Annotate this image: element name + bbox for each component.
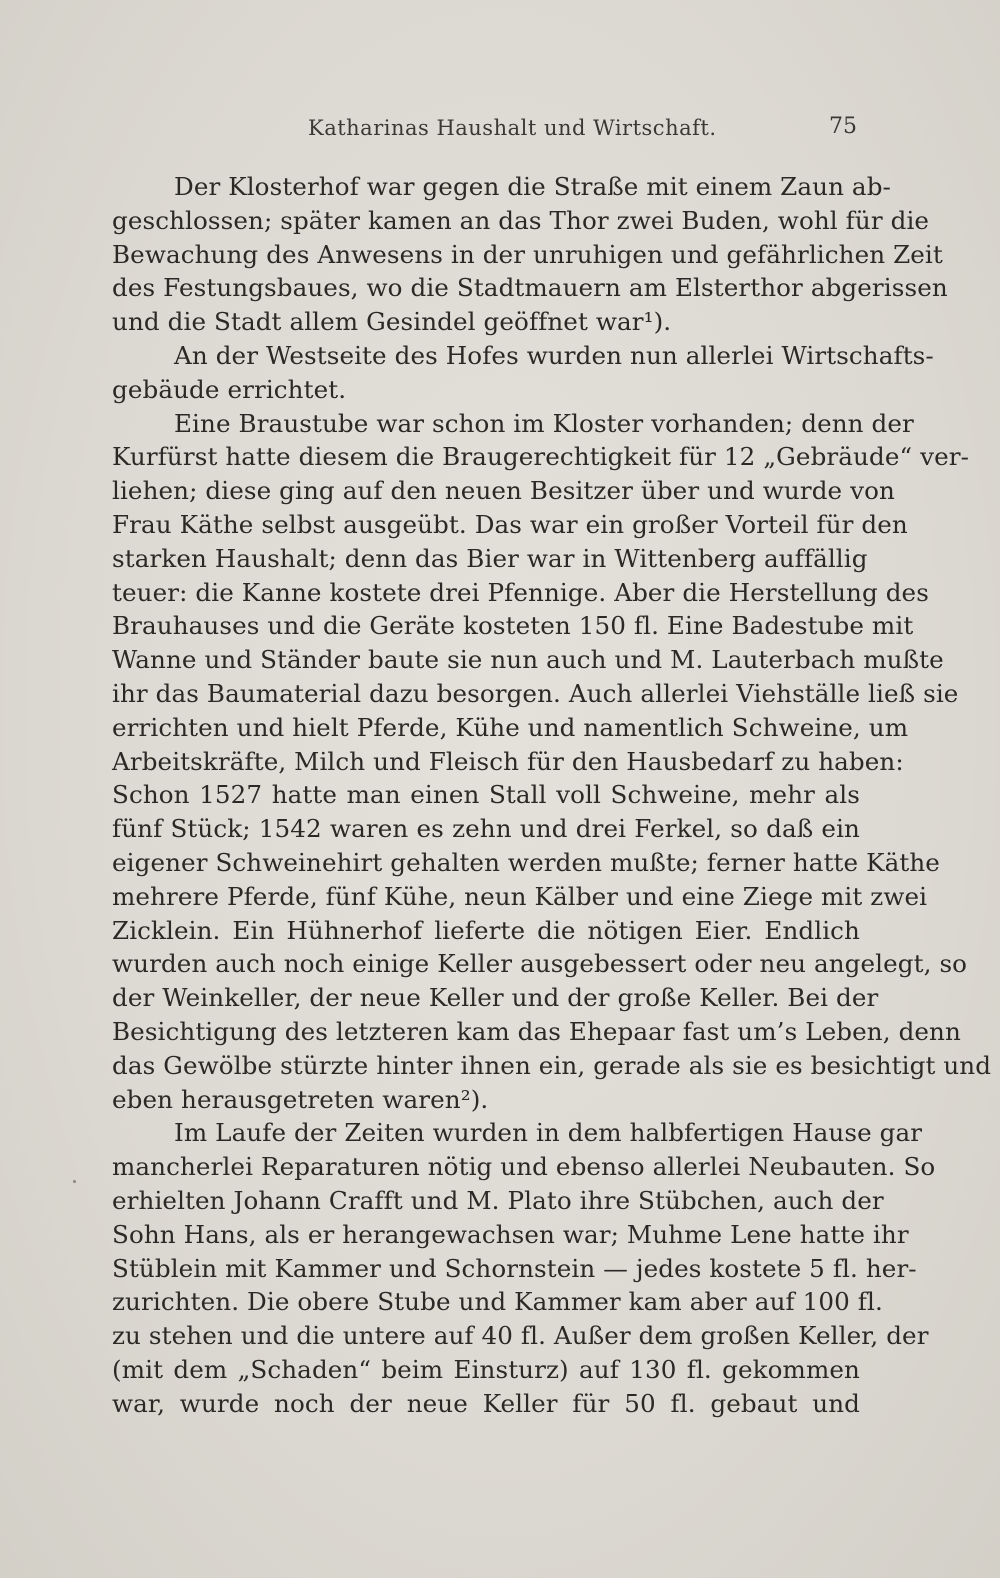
- text-line: mancherlei Reparaturen nötig und ebenso allerlei Neubauten. So: [112, 1152, 936, 1182]
- text-line: war, wurde noch der neue Keller für 50 fl. gebaut und: [112, 1388, 860, 1418]
- text-line: Zicklein. Ein Hühnerhof lieferte die nötigen Eier. Endlich: [112, 915, 860, 945]
- text-line: Arbeitskräfte, Milch und Fleisch für den Hausbedarf zu haben:: [112, 746, 904, 776]
- text-line: geschlossen; später kamen an das Thor zwei Buden, wohl für die: [112, 205, 930, 235]
- text-line: liehen; diese ging auf den neuen Besitzer über und wurde von: [112, 476, 895, 506]
- text-line: Im Laufe der Zeiten wurden in dem halbfertigen Hause gar: [174, 1118, 923, 1148]
- text-line: mehrere Pferde, fünf Kühe, neun Kälber und eine Ziege mit zwei: [112, 881, 928, 911]
- text-line: wurden auch noch einige Keller ausgebessert oder neu angelegt, so: [112, 949, 968, 979]
- text-line: An der Westseite des Hofes wurden nun allerlei Wirtschafts-: [174, 340, 934, 370]
- text-line: Der Klosterhof war gegen die Straße mit einem Zaun ab-: [174, 172, 891, 201]
- body-text: [112, 170, 992, 1420]
- text-line: Schon 1527 hatte man einen Stall voll Schweine, mehr als: [112, 780, 860, 810]
- text-line: Frau Käthe selbst ausgeübt. Das war ein großer Vorteil für den: [112, 509, 908, 539]
- text-line: das Gewölbe stürzte hinter ihnen ein, gerade als sie es besichtigt und: [112, 1050, 992, 1080]
- text-line: starken Haushalt; denn das Bier war in Wittenberg auffällig: [112, 543, 868, 573]
- text-line: ihr das Baumaterial dazu besorgen. Auch allerlei Viehställe ließ sie: [112, 678, 959, 708]
- text-line: errichten und hielt Pferde, Kühe und namentlich Schweine, um: [112, 712, 909, 742]
- page-number: 75: [829, 114, 857, 139]
- text-line: des Festungsbaues, wo die Stadtmauern am Elsterthor abgerissen: [112, 273, 948, 303]
- text-line: der Weinkeller, der neue Keller und der große Keller. Bei der: [112, 983, 879, 1013]
- paper-speck: [73, 1180, 76, 1183]
- text-line: Sohn Hans, als er herangewachsen war; Muhme Lene hatte ihr: [112, 1219, 909, 1249]
- text-line: zurichten. Die obere Stube und Kammer kam aber auf 100 fl.: [112, 1287, 883, 1317]
- text-line: gebäude errichtet.: [112, 374, 347, 404]
- text-line: eigener Schweinehirt gehalten werden mußte; ferner hatte Käthe: [112, 847, 940, 877]
- text-line: Besichtigung des letzteren kam das Ehepaar fast um’s Leben, denn: [112, 1016, 961, 1046]
- text-line: Bewachung des Anwesens in der unruhigen und gefährlichen Zeit: [112, 239, 943, 269]
- text-line: Kurfürst hatte diesem die Braugerechtigkeit für 12 „Gebräude“ ver-: [112, 442, 969, 472]
- text-line: und die Stadt allem Gesindel geöffnet war¹).: [112, 307, 672, 337]
- running-title: Katharinas Haushalt und Wirtschaft.: [308, 116, 717, 140]
- page-header: [112, 112, 857, 146]
- text-line: zu stehen und die untere auf 40 fl. Außer dem großen Keller, der: [112, 1321, 929, 1351]
- text-line: Eine Braustube war schon im Kloster vorhanden; denn der: [174, 408, 914, 438]
- text-line: Stüblein mit Kammer und Schornstein — jedes kostete 5 fl. her-: [112, 1253, 917, 1283]
- text-line: Wanne und Ständer baute sie nun auch und M. Lauterbach mußte: [112, 645, 944, 675]
- text-line: teuer: die Kanne kostete drei Pfennige. Aber die Herstellung des: [112, 577, 929, 607]
- text-line: Brauhauses und die Geräte kosteten 150 fl. Eine Badestube mit: [112, 611, 914, 641]
- text-line: (mit dem „Schaden“ beim Einsturz) auf 130 fl. gekommen: [112, 1354, 860, 1384]
- text-line: fünf Stück; 1542 waren es zehn und drei Ferkel, so daß ein: [112, 814, 860, 844]
- text-line: eben herausgetreten waren²).: [112, 1084, 489, 1114]
- text-line: erhielten Johann Crafft und M. Plato ihre Stübchen, auch der: [112, 1185, 884, 1215]
